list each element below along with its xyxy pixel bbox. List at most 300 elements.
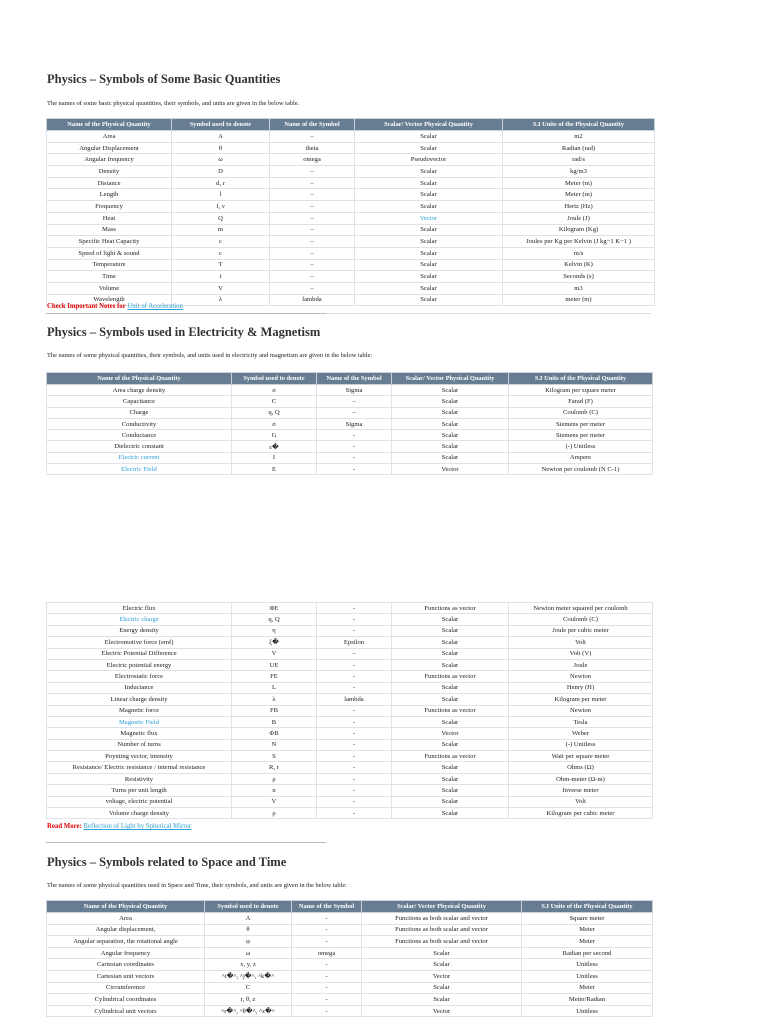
- cell-scalar-vector: Scalar: [362, 982, 522, 994]
- cell-scalar-vector: Scalar: [392, 385, 509, 396]
- table-electricity-magnetism: [46, 372, 653, 475]
- cell-symbol: V: [172, 282, 270, 294]
- cell-si-unit: Newton meter squared per coulomb: [509, 603, 653, 614]
- cell-quantity-name: Volume: [47, 282, 172, 294]
- header-symbol: Symbol used to denote: [232, 373, 317, 385]
- cell-symbol: FB: [232, 705, 317, 716]
- cell-symbol-name: -: [317, 625, 392, 636]
- table-row: [47, 177, 655, 189]
- table-row: [47, 142, 655, 154]
- cell-scalar-vector: [355, 212, 503, 224]
- cell-scalar-vector: Scalar: [392, 396, 509, 407]
- cell-quantity-name: Angular Displacement: [47, 142, 172, 154]
- cell-si-unit: (-) Unitless: [509, 739, 653, 750]
- cell-symbol: L: [232, 682, 317, 693]
- table-row: [47, 773, 653, 784]
- table-row: [47, 751, 653, 762]
- cell-symbol-name: -: [317, 464, 392, 475]
- section-intro-basic: The names of some basic physical quantities, their symbols, and units are given in the below table.: [47, 100, 300, 107]
- cell-symbol: ξ�: [232, 637, 317, 648]
- table-row: [47, 224, 655, 236]
- cell-si-unit: Meter: [522, 936, 653, 948]
- cell-symbol-name: -: [317, 808, 392, 819]
- cell-symbol: ω: [172, 154, 270, 166]
- cell-symbol-name: –: [317, 407, 392, 418]
- header-quantity-name: Name of the Physical Quantity: [47, 373, 232, 385]
- cell-si-unit: Ohm-meter (Ω-m): [509, 773, 653, 784]
- divider: [46, 842, 326, 843]
- cell-quantity-name: Density: [47, 166, 172, 178]
- table-header-row: [47, 119, 655, 131]
- cell-symbol: θ: [172, 142, 270, 154]
- header-scalar-vector: Scalar/ Vector Physical Quantity: [392, 373, 509, 385]
- cell-si-unit: Inverse meter: [509, 785, 653, 796]
- cell-si-unit: Coulomb (C): [509, 407, 653, 418]
- cell-si-unit: Joule (J): [503, 212, 655, 224]
- cell-si-unit: Seconds (s): [503, 271, 655, 283]
- table-row: [47, 441, 653, 452]
- cell-symbol-name: Sigma: [317, 385, 392, 396]
- header-si-unit: S.I Units of the Physical Quantity: [509, 373, 653, 385]
- cell-quantity-name: Frequency: [47, 201, 172, 213]
- table-row: [47, 648, 653, 659]
- section-intro-space-time: The names of some physical quantities used in Space and Time, their symbols, and units are given in the below table:: [47, 882, 347, 889]
- cell-quantity-name: [47, 452, 232, 463]
- cell-quantity-name: Resistivity: [47, 773, 232, 784]
- cell-symbol-name: -: [292, 982, 362, 994]
- cell-scalar-vector: Scalar: [392, 739, 509, 750]
- cell-si-unit: Kilogram per square meter: [509, 385, 653, 396]
- cell-quantity-name: Wavelength: [47, 294, 172, 306]
- table-space-time: [46, 900, 653, 1017]
- cell-si-unit: Meter (m): [503, 189, 655, 201]
- table-row: [47, 913, 653, 925]
- cell-si-unit: Volt: [509, 637, 653, 648]
- cell-si-unit: Ohms (Ω): [509, 762, 653, 773]
- cell-quantity-name: Electric flux: [47, 603, 232, 614]
- table-row: [47, 625, 653, 636]
- cell-si-unit: Henry (H): [509, 682, 653, 693]
- cell-quantity-name: Electric Potential Difference: [47, 648, 232, 659]
- cell-quantity-name: Volume charge density: [47, 808, 232, 819]
- section-title-electricity-magnetism: Physics – Symbols used in Electricity & Magnetism: [47, 325, 321, 339]
- cell-scalar-vector: Scalar: [392, 625, 509, 636]
- header-symbol: Symbol used to denote: [172, 119, 270, 131]
- cell-quantity-name: Area: [47, 131, 172, 143]
- cell-symbol: t: [172, 271, 270, 283]
- cell-symbol: C: [232, 396, 317, 407]
- cell-quantity-name: Resistance/ Electric resistance / internal resistance: [47, 762, 232, 773]
- cell-scalar-vector: Functions as both scalar and vector: [362, 913, 522, 925]
- cell-quantity-name: Speed of light & sound: [47, 247, 172, 259]
- table-row: [47, 808, 653, 819]
- header-symbol-name: Name of the Symbol: [292, 901, 362, 913]
- cell-symbol-name: -: [317, 603, 392, 614]
- table-row: [47, 994, 653, 1006]
- cell-si-unit: Kilogram (Kg): [503, 224, 655, 236]
- cell-quantity-name: Charge: [47, 407, 232, 418]
- cell-symbol-name: -: [292, 994, 362, 1006]
- cell-si-unit: meter (m): [503, 294, 655, 306]
- table-row: [47, 212, 655, 224]
- table-row: [47, 452, 653, 463]
- cell-quantity-name: Temperature: [47, 259, 172, 271]
- cell-scalar-vector: Scalar: [355, 282, 503, 294]
- cell-symbol-name: -: [292, 1005, 362, 1017]
- cell-symbol: V: [232, 648, 317, 659]
- table-row: [47, 739, 653, 750]
- cell-quantity-name: Dielectric constant: [47, 441, 232, 452]
- cell-symbol-name: –: [270, 236, 355, 248]
- cell-scalar-vector: Scalar: [355, 177, 503, 189]
- cell-symbol: A: [205, 913, 292, 925]
- cell-si-unit: Ampere: [509, 452, 653, 463]
- cell-scalar-vector: Scalar: [355, 271, 503, 283]
- table-row: [47, 614, 653, 625]
- cell-si-unit: m/s: [503, 247, 655, 259]
- cell-quantity-name: Inductance: [47, 682, 232, 693]
- header-si-unit: S.I Units of the Physical Quantity: [522, 901, 653, 913]
- cell-quantity-name: [47, 716, 232, 727]
- cell-symbol: ω: [205, 947, 292, 959]
- cell-si-unit: Volt (V): [509, 648, 653, 659]
- cell-symbol: x, y, z: [205, 959, 292, 971]
- table-row: [47, 1005, 653, 1017]
- cell-symbol-name: –: [270, 282, 355, 294]
- cell-scalar-vector: Scalar: [392, 762, 509, 773]
- cell-scalar-vector: Vector: [392, 728, 509, 739]
- cell-symbol: UE: [232, 659, 317, 670]
- cell-symbol: ρ: [232, 808, 317, 819]
- unit-of-acceleration-link[interactable]: Unit of Acceleration: [127, 303, 183, 310]
- cell-si-unit: Radian (rad): [503, 142, 655, 154]
- cell-symbol: λ: [172, 294, 270, 306]
- cell-si-unit: Newton: [509, 705, 653, 716]
- cell-scalar-vector: Functions as both scalar and vector: [362, 936, 522, 948]
- table-row: [47, 796, 653, 807]
- table-header-row: [47, 901, 653, 913]
- cell-quantity-name: Heat: [47, 212, 172, 224]
- cell-symbol: φ: [205, 936, 292, 948]
- cell-quantity-name: Length: [47, 189, 172, 201]
- cell-link[interactable]: Vector: [419, 214, 438, 222]
- cell-si-unit: m3: [503, 282, 655, 294]
- cell-symbol-name: –: [270, 201, 355, 213]
- cell-si-unit: Tesla: [509, 716, 653, 727]
- cell-symbol-name: -: [317, 659, 392, 670]
- cell-scalar-vector: Scalar: [362, 947, 522, 959]
- cell-symbol-name: Epsilon: [317, 637, 392, 648]
- cell-quantity-name: Cartesian coordinates: [47, 959, 205, 971]
- cell-symbol-name: -: [317, 796, 392, 807]
- cell-scalar-vector: Functions as both scalar and vector: [362, 924, 522, 936]
- cell-si-unit: Joule per cubic meter: [509, 625, 653, 636]
- cell-symbol-name: -: [292, 913, 362, 925]
- table-row: [47, 166, 655, 178]
- cell-scalar-vector: Functions as vector: [392, 751, 509, 762]
- cell-si-unit: Unitless: [522, 1005, 653, 1017]
- cell-si-unit: Weber: [509, 728, 653, 739]
- header-si-unit: S.I Units of the Physical Quantity: [503, 119, 655, 131]
- cell-quantity-name: Angular separation, the rotational angle: [47, 936, 205, 948]
- note-label: Check Important Notes for: [47, 303, 126, 310]
- divider: [46, 313, 326, 314]
- cell-symbol-name: -: [292, 936, 362, 948]
- table-row: [47, 464, 653, 475]
- cell-symbol-name: –: [270, 212, 355, 224]
- table-row: [47, 271, 655, 283]
- cell-scalar-vector: Scalar: [392, 637, 509, 648]
- table-row: [47, 131, 655, 143]
- cell-si-unit: Watt per square meter: [509, 751, 653, 762]
- cell-symbol: q, Q: [232, 614, 317, 625]
- cell-symbol-name: -: [317, 682, 392, 693]
- cell-quantity-name: Distance: [47, 177, 172, 189]
- cell-symbol: ε�: [232, 441, 317, 452]
- cell-symbol-name: –: [317, 648, 392, 659]
- cell-symbol: c: [172, 236, 270, 248]
- table-row: [47, 385, 653, 396]
- cell-symbol: N: [232, 739, 317, 750]
- section-intro-electricity: The names of some physical quantities, their symbols, and units used in electricity and magnetism are given in the below table:: [47, 352, 373, 359]
- cell-scalar-vector: Scalar: [355, 236, 503, 248]
- cell-symbol-name: lambda: [317, 694, 392, 705]
- cell-si-unit: Square meter: [522, 913, 653, 925]
- cell-symbol-name: –: [270, 247, 355, 259]
- cell-symbol-name: -: [317, 739, 392, 750]
- cell-symbol: c: [172, 247, 270, 259]
- cell-symbol: ΦB: [232, 728, 317, 739]
- note-important: [47, 303, 183, 310]
- cell-symbol: ^r�^, ^θ�^, ^z�^: [205, 1005, 292, 1017]
- table-row: [47, 637, 653, 648]
- cell-symbol-name: –: [270, 259, 355, 271]
- cell-symbol: C: [205, 982, 292, 994]
- header-symbol-name: Name of the Symbol: [317, 373, 392, 385]
- cell-scalar-vector: Scalar: [392, 785, 509, 796]
- cell-symbol: l: [172, 189, 270, 201]
- cell-quantity-name: Magnetic flux: [47, 728, 232, 739]
- cell-scalar-vector: Scalar: [355, 259, 503, 271]
- cell-scalar-vector: Scalar: [392, 648, 509, 659]
- cell-symbol-name: -: [292, 959, 362, 971]
- cell-symbol-name: –: [270, 166, 355, 178]
- cell-scalar-vector: Functions as vector: [392, 705, 509, 716]
- cell-scalar-vector: Scalar: [392, 441, 509, 452]
- cell-symbol: q, Q: [232, 407, 317, 418]
- table-row: [47, 728, 653, 739]
- cell-quantity-name: Cartesian unit vectors: [47, 970, 205, 982]
- cell-si-unit: Kilogram per cubic meter: [509, 808, 653, 819]
- table-row: [47, 982, 653, 994]
- cell-si-unit: Radian per second: [522, 947, 653, 959]
- cell-symbol: B: [232, 716, 317, 727]
- cell-symbol: ΦE: [232, 603, 317, 614]
- cell-scalar-vector: Vector: [392, 464, 509, 475]
- cell-quantity-name: Capacitance: [47, 396, 232, 407]
- cell-quantity-name: Cylindrical unit vectors: [47, 1005, 205, 1017]
- cell-scalar-vector: Scalar: [355, 247, 503, 259]
- cell-scalar-vector: Scalar: [355, 142, 503, 154]
- cell-scalar-vector: Scalar: [355, 166, 503, 178]
- cell-symbol: ρ: [232, 773, 317, 784]
- cell-symbol-name: –: [317, 396, 392, 407]
- cell-symbol-name: -: [317, 614, 392, 625]
- cell-symbol: θ: [205, 924, 292, 936]
- cell-symbol: D: [172, 166, 270, 178]
- cell-si-unit: Farad (F): [509, 396, 653, 407]
- cell-quantity-name: Linear charge density: [47, 694, 232, 705]
- cell-quantity-name: [47, 464, 232, 475]
- table-row: [47, 603, 653, 614]
- divider-right: [326, 313, 651, 314]
- cell-symbol-name: –: [270, 131, 355, 143]
- table-row: [47, 189, 655, 201]
- cell-quantity-name: Turns per unit length: [47, 785, 232, 796]
- cell-symbol: ^i�^, ^j�^, ^k�^: [205, 970, 292, 982]
- cell-symbol: I: [232, 452, 317, 463]
- cell-si-unit: Coulomb (C): [509, 614, 653, 625]
- cell-scalar-vector: Scalar: [355, 294, 503, 306]
- cell-link[interactable]: Electric charge: [119, 616, 159, 624]
- table-row: [47, 407, 653, 418]
- cell-symbol-name: -: [317, 452, 392, 463]
- table-row: [47, 418, 653, 429]
- cell-symbol-name: –: [270, 177, 355, 189]
- cell-symbol-name: -: [292, 924, 362, 936]
- cell-scalar-vector: Scalar: [392, 808, 509, 819]
- cell-scalar-vector: Scalar: [355, 224, 503, 236]
- header-symbol: Symbol used to denote: [205, 901, 292, 913]
- cell-symbol: λ: [232, 694, 317, 705]
- header-quantity-name: Name of the Physical Quantity: [47, 901, 205, 913]
- cell-quantity-name: Electrostatic force: [47, 671, 232, 682]
- cell-symbol-name: -: [317, 716, 392, 727]
- cell-si-unit: Newton per coulomb (N C-1): [509, 464, 653, 475]
- header-scalar-vector: Scalar/ Vector Physical Quantity: [355, 119, 503, 131]
- cell-symbol: R, r: [232, 762, 317, 773]
- cell-symbol-name: omega: [292, 947, 362, 959]
- cell-scalar-vector: Scalar: [355, 189, 503, 201]
- cell-scalar-vector: Vector: [362, 970, 522, 982]
- cell-scalar-vector: Scalar: [392, 452, 509, 463]
- cell-symbol: f, ν: [172, 201, 270, 213]
- reflection-of-light-link[interactable]: Reflection of Light by Spherical Mirror: [83, 823, 192, 830]
- cell-link[interactable]: Magnetic Field: [118, 718, 160, 726]
- table-row: [47, 947, 653, 959]
- cell-quantity-name: Angular frequency: [47, 947, 205, 959]
- cell-symbol: V: [232, 796, 317, 807]
- cell-symbol: E: [232, 464, 317, 475]
- header-scalar-vector: Scalar/ Vector Physical Quantity: [362, 901, 522, 913]
- cell-quantity-name: [47, 614, 232, 625]
- cell-scalar-vector: Functions as vector: [392, 671, 509, 682]
- cell-quantity-name: Magnetic force: [47, 705, 232, 716]
- cell-symbol: m: [172, 224, 270, 236]
- cell-si-unit: Meter: [522, 982, 653, 994]
- header-quantity-name: Name of the Physical Quantity: [47, 119, 172, 131]
- cell-si-unit: Meter/Radian: [522, 994, 653, 1006]
- cell-symbol: r, θ, z: [205, 994, 292, 1006]
- table-row: [47, 694, 653, 705]
- table-row: [47, 671, 653, 682]
- cell-quantity-name: Energy density: [47, 625, 232, 636]
- cell-si-unit: Meter (m): [503, 177, 655, 189]
- cell-symbol: n: [232, 785, 317, 796]
- cell-symbol-name: -: [317, 728, 392, 739]
- table-row: [47, 959, 653, 971]
- cell-si-unit: Joule: [509, 659, 653, 670]
- cell-symbol-name: –: [270, 224, 355, 236]
- cell-symbol: Q: [172, 212, 270, 224]
- cell-quantity-name: Angular frequency: [47, 154, 172, 166]
- table-row: [47, 682, 653, 693]
- cell-symbol-name: -: [292, 970, 362, 982]
- cell-quantity-name: Cylindrical coordinates: [47, 994, 205, 1006]
- cell-quantity-name: Circumference: [47, 982, 205, 994]
- cell-link[interactable]: Electric Field: [121, 465, 157, 473]
- cell-scalar-vector: Scalar: [392, 773, 509, 784]
- cell-symbol: σ: [232, 418, 317, 429]
- cell-quantity-name: Electric potential energy: [47, 659, 232, 670]
- table-row: [47, 924, 653, 936]
- cell-si-unit: Volt: [509, 796, 653, 807]
- cell-si-unit: Kelvin (K): [503, 259, 655, 271]
- cell-symbol-name: Sigma: [317, 418, 392, 429]
- header-symbol-name: Name of the Symbol: [270, 119, 355, 131]
- cell-symbol: d, r: [172, 177, 270, 189]
- cell-si-unit: Unitless: [522, 970, 653, 982]
- cell-scalar-vector: Pseudovector: [355, 154, 503, 166]
- cell-symbol: A: [172, 131, 270, 143]
- cell-quantity-name: Time: [47, 271, 172, 283]
- cell-scalar-vector: Scalar: [392, 796, 509, 807]
- cell-quantity-name: Area: [47, 913, 205, 925]
- cell-quantity-name: Poynting vector, intensity: [47, 751, 232, 762]
- table-row: [47, 785, 653, 796]
- cell-link[interactable]: Electric current: [118, 454, 160, 462]
- cell-symbol: σ: [232, 385, 317, 396]
- cell-symbol-name: lambda: [270, 294, 355, 306]
- cell-symbol-name: -: [317, 751, 392, 762]
- cell-symbol-name: –: [270, 189, 355, 201]
- cell-quantity-name: Specific Heat Capacity: [47, 236, 172, 248]
- cell-scalar-vector: Vector: [362, 1005, 522, 1017]
- cell-si-unit: Meter: [522, 924, 653, 936]
- cell-symbol-name: -: [317, 705, 392, 716]
- table-row: [47, 762, 653, 773]
- table-electricity-magnetism-continued: [46, 602, 653, 819]
- cell-symbol: η: [232, 625, 317, 636]
- cell-si-unit: kg/m3: [503, 166, 655, 178]
- table-row: [47, 236, 655, 248]
- section-title-space-time: Physics – Symbols related to Space and Time: [47, 855, 287, 869]
- cell-scalar-vector: Scalar: [392, 407, 509, 418]
- cell-symbol-name: omega: [270, 154, 355, 166]
- cell-symbol-name: -: [317, 773, 392, 784]
- cell-symbol: T: [172, 259, 270, 271]
- table-row: [47, 970, 653, 982]
- cell-si-unit: Unitless: [522, 959, 653, 971]
- cell-si-unit: Siemens per meter: [509, 418, 653, 429]
- cell-quantity-name: Number of turns: [47, 739, 232, 750]
- cell-si-unit: Siemens per meter: [509, 430, 653, 441]
- cell-scalar-vector: Scalar: [392, 659, 509, 670]
- note-label: Read More:: [47, 823, 82, 830]
- table-row: [47, 282, 655, 294]
- table-basic-quantities: [46, 118, 655, 306]
- cell-symbol-name: –: [270, 271, 355, 283]
